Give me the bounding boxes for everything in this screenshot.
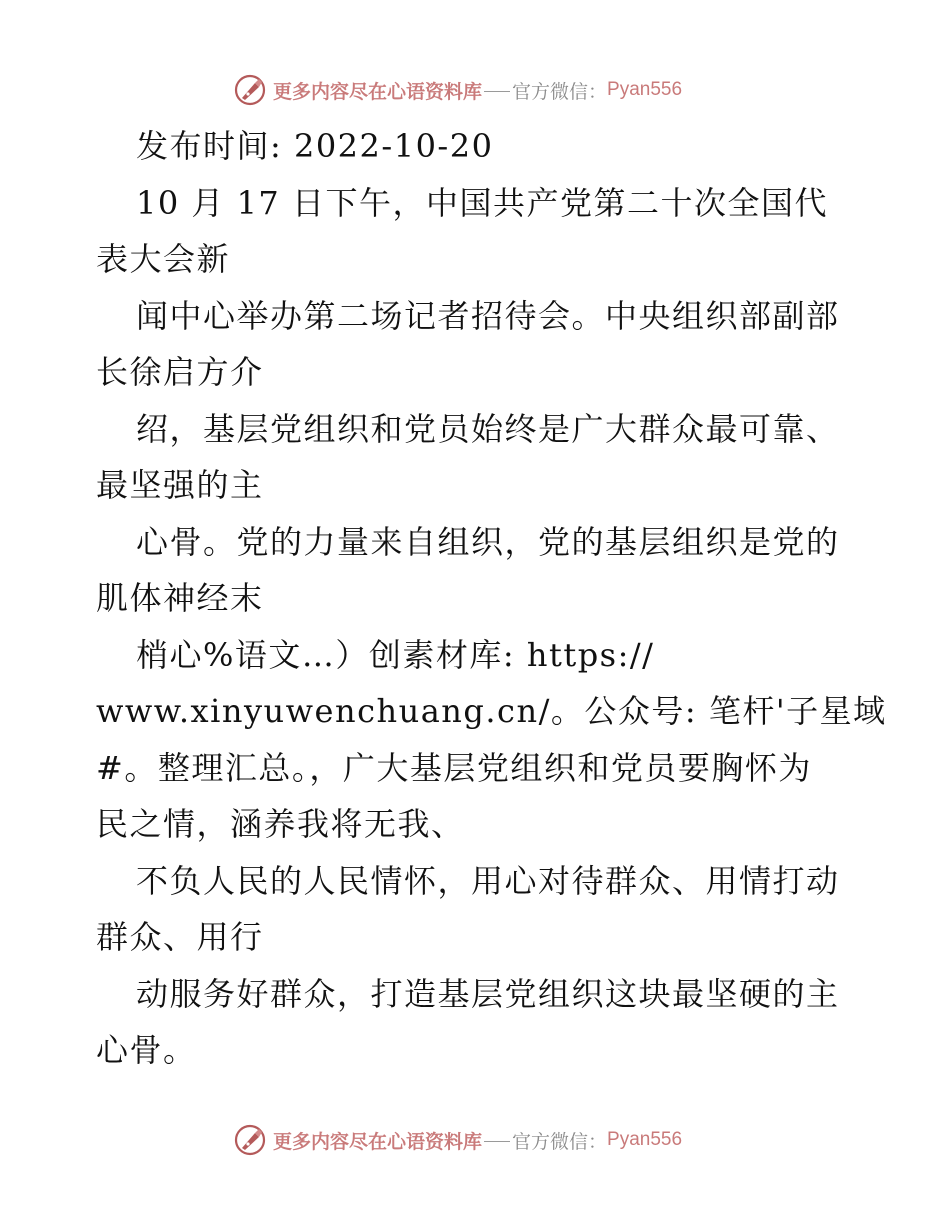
footer-subtitle: 官方微信： [512, 1130, 608, 1153]
footer-banner [233, 1122, 682, 1158]
article-line: 不负人民的人民情怀，用心对待群众、用情打动 [136, 861, 840, 900]
article-line: www.xinyuwenchuang.cn/。公众号: 笔杆'子星域 [96, 692, 887, 730]
pen-nib-logo-icon [233, 1123, 267, 1157]
footer-wechat-id: Pyan556 [607, 1129, 683, 1150]
header-dash-divider [484, 91, 510, 92]
footer-dash-divider [484, 1141, 510, 1142]
article-line: 梢心%语文…）创素材库: https:// [136, 635, 655, 674]
article-line: 肌体神经末 [96, 579, 264, 617]
article-line: 闻中心举办第二场记者招待会。中央组织部副部 [136, 296, 840, 335]
article-line: 最坚强的主 [96, 466, 264, 504]
article-line: #。整理汇总。，广大基层党组织和党员要胸怀为 [96, 748, 812, 787]
article-line: 动服务好群众，打造基层党组织这块最坚硬的主 [136, 974, 840, 1013]
article-body [96, 118, 887, 1079]
header-title: 更多内容尽在心语资料库 [273, 80, 483, 103]
header-wechat-id: Pyan556 [607, 79, 683, 100]
header-banner [233, 72, 682, 108]
article-line: 群众、用行 [96, 918, 264, 956]
article-line: 绍，基层党组织和党员始终是广大群众最可靠、 [136, 409, 840, 448]
article-line: 民之情，涵养我将无我、 [96, 805, 465, 843]
article-line: 长徐启方介 [96, 353, 264, 391]
article-line: 心骨。党的力量来自组织，党的基层组织是党的 [136, 522, 840, 561]
footer-title: 更多内容尽在心语资料库 [273, 1130, 483, 1153]
pen-nib-logo-icon [233, 73, 267, 107]
header-subtitle: 官方微信： [512, 80, 608, 103]
article-line: 心骨。 [96, 1031, 197, 1069]
article-line: 表大会新 [96, 240, 231, 278]
article-line: 10 月 17 日下午，中国共产党第二十次全国代 [136, 183, 828, 222]
article-line: 发布时间: 2022-10-20 [136, 127, 494, 165]
